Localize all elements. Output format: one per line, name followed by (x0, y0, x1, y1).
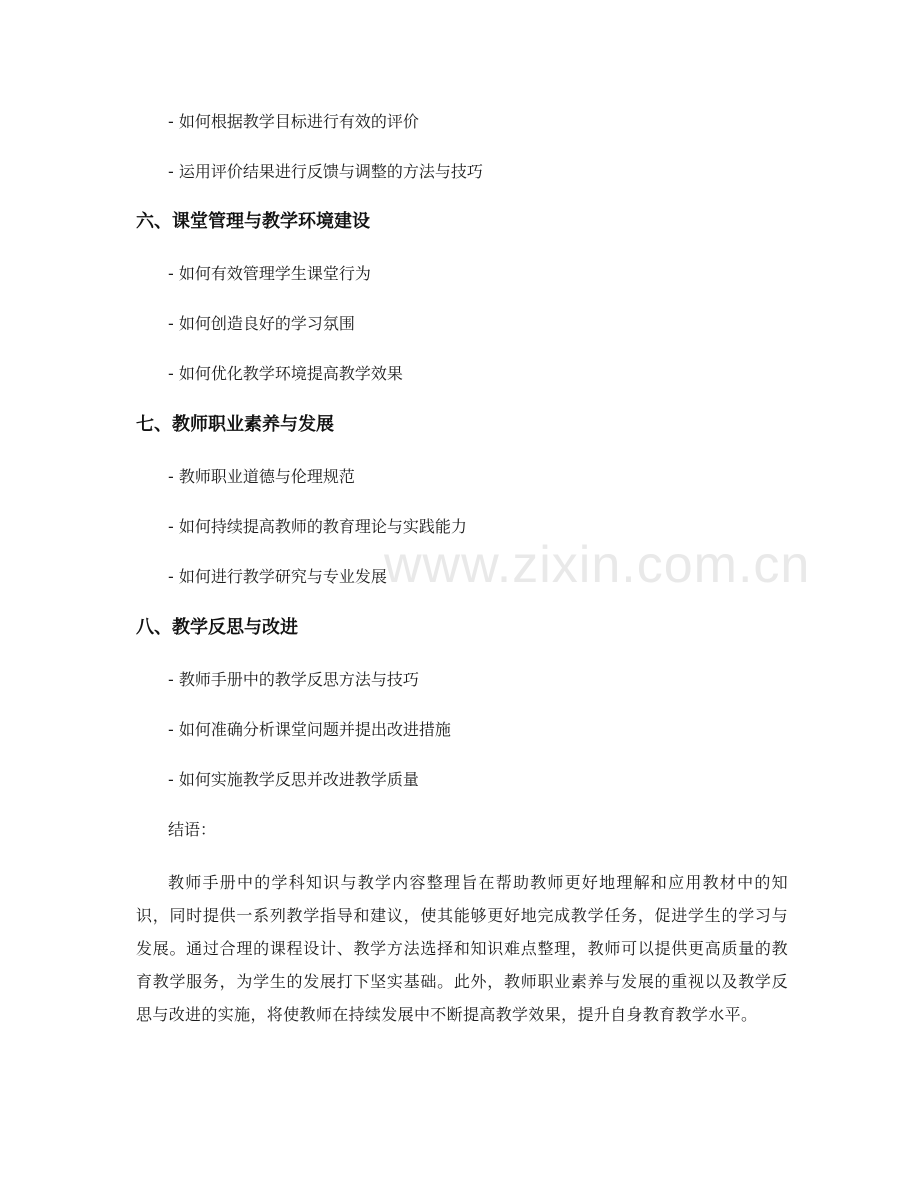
conclusion-paragraph: 教师手册中的学科知识与教学内容整理旨在帮助教师更好地理解和应用教材中的知识，同时提供一系列教学指导和建议，使其能够更好地完成教学任务，促进学生的学习与发展。通过合理的课程设计、教学方法选择和知识难点整理，教师可以提供更高质量的教育教学服务，为学生的发展打下坚实基础。此外，教师职业素养与发展的重视以及教学反思与改进的实施，将使教师在持续发展中不断提高教学效果，提升自身教育教学水平。 (136, 873, 788, 1024)
section-heading-6: 六、课堂管理与教学环境建设 (136, 211, 370, 232)
watermark: www.zixin.com.cn (384, 536, 811, 594)
list-item: - 如何持续提高教师的教育理论与实践能力 (168, 517, 467, 536)
list-item: - 运用评价结果进行反馈与调整的方法与技巧 (168, 162, 483, 181)
list-item: - 教师手册中的教学反思方法与技巧 (168, 670, 419, 689)
list-item: - 如何准确分析课堂问题并提出改进措施 (168, 720, 451, 739)
list-item: - 如何创造良好的学习氛围 (168, 314, 355, 333)
section-heading-8: 八、教学反思与改进 (136, 617, 298, 638)
conclusion-label: 结语： (168, 820, 217, 839)
section-heading-7: 七、教师职业素养与发展 (136, 414, 334, 435)
list-item: - 如何有效管理学生课堂行为 (168, 264, 371, 283)
list-item: - 如何根据教学目标进行有效的评价 (168, 112, 419, 131)
list-item: - 教师职业道德与伦理规范 (168, 467, 355, 486)
list-item: - 如何实施教学反思并改进教学质量 (168, 770, 419, 789)
list-item: - 如何进行教学研究与专业发展 (168, 567, 387, 586)
list-item: - 如何优化教学环境提高教学效果 (168, 364, 403, 383)
